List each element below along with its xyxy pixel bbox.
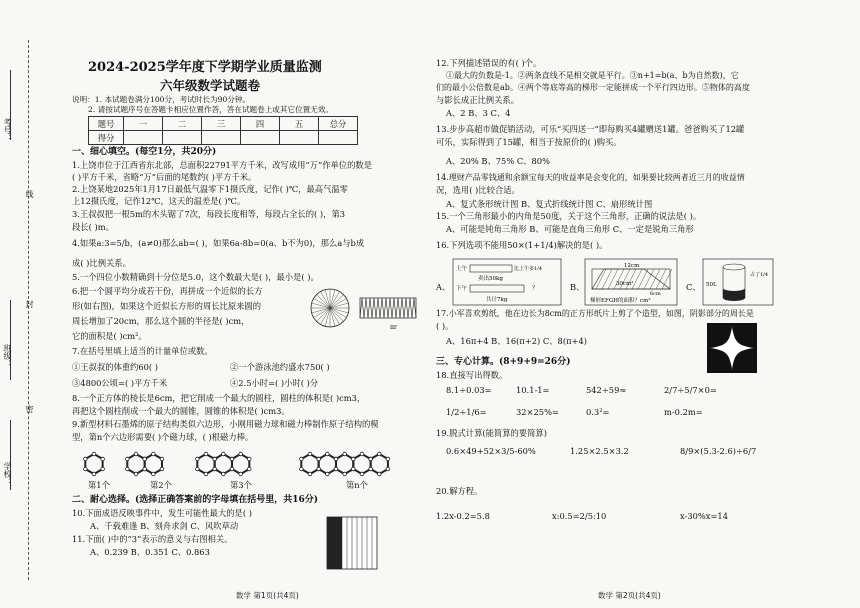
score-cell[interactable] xyxy=(241,131,280,145)
q13-options: A、20% B、75% C、80% xyxy=(446,156,550,166)
magnet-ball-icon xyxy=(377,452,381,456)
fig-b-text: 梯形EFGH的面积？cm² xyxy=(590,298,651,304)
note-1: 说明：1. 本试题卷满分100分，考试时长为90分钟。 xyxy=(72,95,251,104)
score-cell[interactable] xyxy=(202,131,241,145)
q16-option-a: A、 xyxy=(436,282,451,292)
expr-3: 8/9×(5.3-2.6)÷6/7 xyxy=(680,446,757,456)
magnet-ball-icon xyxy=(334,467,338,471)
exam-number-label: 考号： xyxy=(3,118,12,142)
magnet-ball-icon xyxy=(352,467,356,471)
q17-star-figure xyxy=(706,322,758,374)
fig-a-text: 比上午多1/4 xyxy=(514,266,543,272)
score-header-cell: 一 xyxy=(124,117,163,131)
magnet-ball-icon xyxy=(308,472,312,476)
magnet-ball-icon xyxy=(308,452,312,456)
magnet-ball-icon xyxy=(143,467,147,471)
q6-line1: 6.把一个圆平均分成若干份，再拼成一个近似的长方 xyxy=(72,286,263,296)
score-row-label: 得分 xyxy=(89,131,124,145)
magnet-ball-icon xyxy=(84,467,88,471)
q16-figure-c xyxy=(702,258,774,306)
magnet-ball-icon xyxy=(369,467,373,471)
score-header-cell: 四 xyxy=(241,117,280,131)
magnet-ball-icon xyxy=(84,457,88,461)
eq-1: 1.2x-0.2=5.8 xyxy=(436,511,490,521)
section2-title: 二、耐心选择。(选择正确答案前的字母填在括号里，共16分) xyxy=(72,495,319,505)
q7-item3: ③4800公顷=( )平方千米 xyxy=(72,378,168,388)
q16-figure-a xyxy=(452,258,562,306)
calc-r1c1: 8.1÷0.03= xyxy=(446,385,492,395)
q2-line1: 2.上饶某地2025年1月17日最低气温零下1摄氏度，记作( )℃，最高气温零 xyxy=(72,184,348,194)
q12: 12.下列描述错误的有( )个。 xyxy=(436,58,542,68)
magnet-ball-icon xyxy=(204,472,208,476)
magnet-ball-icon xyxy=(222,452,226,456)
expr-2: 1.25×2.5×3.2 xyxy=(570,446,629,456)
magnet-ball-icon xyxy=(126,467,130,471)
magnet-ball-icon xyxy=(317,467,321,471)
score-cell[interactable] xyxy=(280,131,319,145)
q7-item1: ①王叔叔的体重约60( ) xyxy=(72,362,159,372)
score-header-cell: 总分 xyxy=(319,117,358,131)
magnet-ball-icon xyxy=(334,457,338,461)
q9-line2: 型，第n个六边形需要( )个磁力球，( )根磁力棒。 xyxy=(72,432,254,442)
score-header-cell: 题号 xyxy=(89,117,124,131)
secret-mark: 密 xyxy=(25,405,34,413)
magnet-ball-icon xyxy=(386,457,390,461)
q7-item2: ②一个游泳池约盛水750( ) xyxy=(230,362,330,372)
q19: 19.脱式计算(能简算的要简算) xyxy=(436,428,547,438)
q13-line2: 可乐，实际得到了15罐，相当于按原价的( )购买。 xyxy=(436,137,622,147)
hex-label-3: 第3个 xyxy=(230,480,252,490)
magnet-ball-icon xyxy=(101,457,105,461)
fig-a-text: ？ xyxy=(532,285,539,292)
calc-r1c3: 542÷59≈ xyxy=(586,385,627,395)
q5: 5.一个四位小数精确到十分位是5.0，这个数最大是( )，最小是( )。 xyxy=(72,272,319,282)
q4-line2: 成( )比例关系。 xyxy=(72,258,131,268)
magnet-ball-icon xyxy=(152,472,156,476)
calc-r2c3: 0.3²= xyxy=(586,407,610,417)
hexagon-chain-2 xyxy=(145,454,162,474)
pi-r-label: πr xyxy=(390,324,397,331)
q2-line2: 上12摄氏度，记作12℃，这天的温差是( )℃。 xyxy=(72,196,246,206)
q17-line1: 17.小军喜欢剪纸，他在边长为8cm的正方形纸片上剪了个造型，如图，阴影部分的周长是 xyxy=(436,309,754,318)
fig-b-text: 6cm xyxy=(650,291,661,297)
approx-rectangle-icon xyxy=(360,298,416,318)
magnet-ball-icon xyxy=(248,457,252,461)
magnet-ball-icon xyxy=(126,457,130,461)
magnet-ball-icon xyxy=(160,457,164,461)
hexagon-chains-figure xyxy=(74,446,434,490)
line-mark: 线 xyxy=(25,190,34,198)
hexagon-chain-3 xyxy=(232,454,249,474)
binding-margin xyxy=(0,0,42,608)
q12-line3: 们的最小公倍数是ab。④两个等底等高的梯形一定能拼成一个平行四边形。⑤物体的高度 xyxy=(436,83,750,92)
q12-options: A、2 B、3 C、4 xyxy=(446,108,511,118)
hex-label-2: 第2个 xyxy=(150,480,172,490)
magnet-ball-icon xyxy=(369,457,373,461)
magnet-ball-icon xyxy=(152,452,156,456)
seal-dashed-line xyxy=(28,40,29,580)
footer-right: 数学 第2页(共4页) xyxy=(598,591,661,600)
q12-line4: 与影长成正比例关系。 xyxy=(436,95,519,105)
q1-line1: 1.上饶市位于江西省东北部，总面积22791平方千米，改写成用“万”作单位的数是 xyxy=(72,160,372,170)
hexagon-chain-n xyxy=(371,454,388,474)
q14-line1: 14.理财产品零钱通和余额宝每天的收益率是会变化的，如果要比较两者近三月的收益情 xyxy=(436,173,745,182)
magnet-ball-icon xyxy=(317,457,321,461)
magnet-ball-icon xyxy=(360,452,364,456)
magnet-ball-icon xyxy=(300,457,304,461)
q17-line2: ( )。 xyxy=(436,321,454,331)
q7: 7.在括号里填上适当的计量单位或数。 xyxy=(72,346,213,356)
magnet-ball-icon xyxy=(360,472,364,476)
magnet-ball-icon xyxy=(160,467,164,471)
hex-label-1: 第1个 xyxy=(88,480,110,490)
hex-label-n: 第n个 xyxy=(346,480,368,490)
magnet-ball-icon xyxy=(92,472,96,476)
school-label: 学校： xyxy=(3,462,12,486)
q11: 11.下面( )中的“3”表示的意义与右图相关。 xyxy=(72,534,233,544)
magnet-ball-icon xyxy=(101,467,105,471)
q8-line2: 再把这个圆柱削成一个最大的圆锥，圆锥的体积是( )cm3。 xyxy=(72,406,290,416)
expr-1: 0.6×49+52×3/5-60% xyxy=(446,446,536,456)
calc-r2c2: 32×25%= xyxy=(516,407,559,417)
magnet-ball-icon xyxy=(222,472,226,476)
q6-line4: 它的面积是( )cm²。 xyxy=(72,331,147,341)
decimal-grid-figure xyxy=(326,516,378,570)
eq-2: x:0.5=2/5:10 xyxy=(552,511,607,521)
seal-mark: 封 xyxy=(25,300,34,308)
q14-line2: 况，选用( )比较合适。 xyxy=(436,185,520,195)
fig-a-text: 下午 xyxy=(456,286,468,292)
q11-options: A、0.239 B、0.351 C、0.863 xyxy=(90,547,210,557)
section1-title: 一、细心填空。(每空1分，共20分) xyxy=(72,147,217,157)
magnet-ball-icon xyxy=(196,467,200,471)
magnet-ball-icon xyxy=(134,472,138,476)
q17-options: A、16π+4 B、16(π+2) C、8(π+4) xyxy=(446,336,587,346)
q1-line2: ( )平方千米，省略“万”后面的尾数约( )平方千米。 xyxy=(72,172,257,182)
exam-title: 2024-2025学年度下学期学业质量监测 xyxy=(88,60,322,75)
q3-line2: 段长( )m。 xyxy=(72,222,114,232)
footer-left: 数学 第1页(共4页) xyxy=(236,591,299,600)
circle-rectangle-figure xyxy=(308,286,420,334)
hexagon-chain-3 xyxy=(215,454,232,474)
calc-r1c4: 2/7÷5/7×0= xyxy=(664,385,717,395)
score-header-cell: 三 xyxy=(202,117,241,131)
sliced-circle-icon xyxy=(311,289,349,327)
hexagon-chain-n xyxy=(319,454,336,474)
q6-line3: 周长增加了20cm，那么这个圆的半径是( )cm， xyxy=(72,316,250,326)
q15: 15.一个三角形最小的内角是50度，关于这个三角形，正确的说法是( )。 xyxy=(436,211,702,221)
q15-options: A、可能是钝角三角形 B、可能是直角三角形 C、一定是锐角三角形 xyxy=(446,224,694,234)
magnet-ball-icon xyxy=(352,457,356,461)
hexagon-chain-3 xyxy=(197,454,214,474)
magnet-ball-icon xyxy=(326,452,330,456)
score-cell[interactable] xyxy=(163,131,202,145)
q16: 16.下列选项不能用50×(1+1/4)解决的是( )。 xyxy=(436,240,608,250)
fig-a-text: 卖出50kg xyxy=(478,276,503,282)
magnet-ball-icon xyxy=(248,467,252,471)
score-cell[interactable] xyxy=(124,131,163,145)
magnet-ball-icon xyxy=(386,467,390,471)
q4-line1: 4.如果a:3=5/b，(a≠0)那么ab=( )，如果6a-8b=0(a、b不为0)，那么a与b成 xyxy=(72,238,365,248)
magnet-ball-icon xyxy=(343,452,347,456)
q16-figure-b xyxy=(584,258,678,306)
magnet-ball-icon xyxy=(204,452,208,456)
magnet-ball-icon xyxy=(213,457,217,461)
score-header-cell: 五 xyxy=(280,117,319,131)
magnet-ball-icon xyxy=(377,472,381,476)
q10-options: A、千载难逢 B、刻舟求剑 C、风吹草动 xyxy=(90,521,239,531)
magnet-ball-icon xyxy=(230,457,234,461)
hexagon-chain-1 xyxy=(85,454,102,474)
magnet-ball-icon xyxy=(300,467,304,471)
magnet-ball-icon xyxy=(196,457,200,461)
q10: 10.下面成语反映事件中，发生可能性最大的是( ) xyxy=(72,508,252,518)
q20: 20.解方程。 xyxy=(436,486,483,496)
hexagon-chain-n xyxy=(353,454,370,474)
section3-title: 三、专心计算。(8+9+9=26分) xyxy=(436,357,571,367)
fig-c-text: 占了1/4 xyxy=(750,272,769,278)
calc-r2c4: m-0.2m= xyxy=(664,407,703,417)
magnet-ball-icon xyxy=(134,452,138,456)
q3-line1: 3.王叔叔把一根5m的木头锯了7次，每段长度相等，每段占全长的( )，第3 xyxy=(72,209,346,219)
exam-subtitle: 六年级数学试题卷 xyxy=(160,78,261,93)
q14-options: A、复式条形统计图 B、复式折线统计图 C、扇形统计图 xyxy=(446,199,653,209)
q12-line2: ①最大的负数是-1。②两条直线不是相交就是平行。③n+1=b(a、b为自然数)，它 xyxy=(446,71,739,80)
q8-line1: 8.一个正方体的棱长是6cm，把它削成一个最大的圆柱，圆柱的体积是( )cm3， xyxy=(72,393,366,403)
q13-line1: 13.步步高超市做促销活动，可乐“买四送一”即每购买4罐赠送1罐。爸爸购买了12罐 xyxy=(436,124,745,134)
magnet-ball-icon xyxy=(213,467,217,471)
fig-a-text: 上午 xyxy=(456,266,468,272)
note-2: 2. 请按试题序号在答题卡相应位置作答，答在试题卷上或其它位置无效。 xyxy=(88,105,334,114)
q7-item4: ④2.5小时=( )小时( )分 xyxy=(230,378,319,388)
score-table xyxy=(88,116,358,145)
fig-b-text: 30cm² xyxy=(616,281,634,287)
q6-line2: 形(如右图)，如果这个近似长方形的周长比原来圆的 xyxy=(72,301,262,311)
magnet-ball-icon xyxy=(230,467,234,471)
magnet-ball-icon xyxy=(326,472,330,476)
hexagon-chain-n xyxy=(301,454,318,474)
magnet-ball-icon xyxy=(239,472,243,476)
q16-option-b: B、 xyxy=(570,282,585,292)
fig-a-text: 共计7kg xyxy=(486,297,508,303)
eq-3: x-30%x=14 xyxy=(680,511,728,521)
score-cell[interactable] xyxy=(319,131,358,145)
magnet-ball-icon xyxy=(239,452,243,456)
magnet-ball-icon xyxy=(343,472,347,476)
calc-r1c2: 10.1-1= xyxy=(516,385,550,395)
magnet-ball-icon xyxy=(92,452,96,456)
q16-option-c: C、 xyxy=(686,282,701,292)
fig-b-text: 12cm xyxy=(624,263,640,269)
hexagon-chain-n xyxy=(336,454,353,474)
hexagon-chain-2 xyxy=(127,454,144,474)
q9-line1: 9.新型材料石墨烯的原子结构类似六边形，小刚用磁力球和磁力棒制作原子结构的模 xyxy=(72,419,379,429)
q18: 18.直接写出得数。 xyxy=(436,370,508,380)
class-blank xyxy=(10,300,11,380)
score-header-cell: 二 xyxy=(163,117,202,131)
class-label: 班级： xyxy=(3,344,12,368)
magnet-ball-icon xyxy=(143,457,147,461)
calc-r2c1: 1/2÷1/6= xyxy=(446,407,487,417)
fig-c-text: 50L xyxy=(706,282,717,288)
